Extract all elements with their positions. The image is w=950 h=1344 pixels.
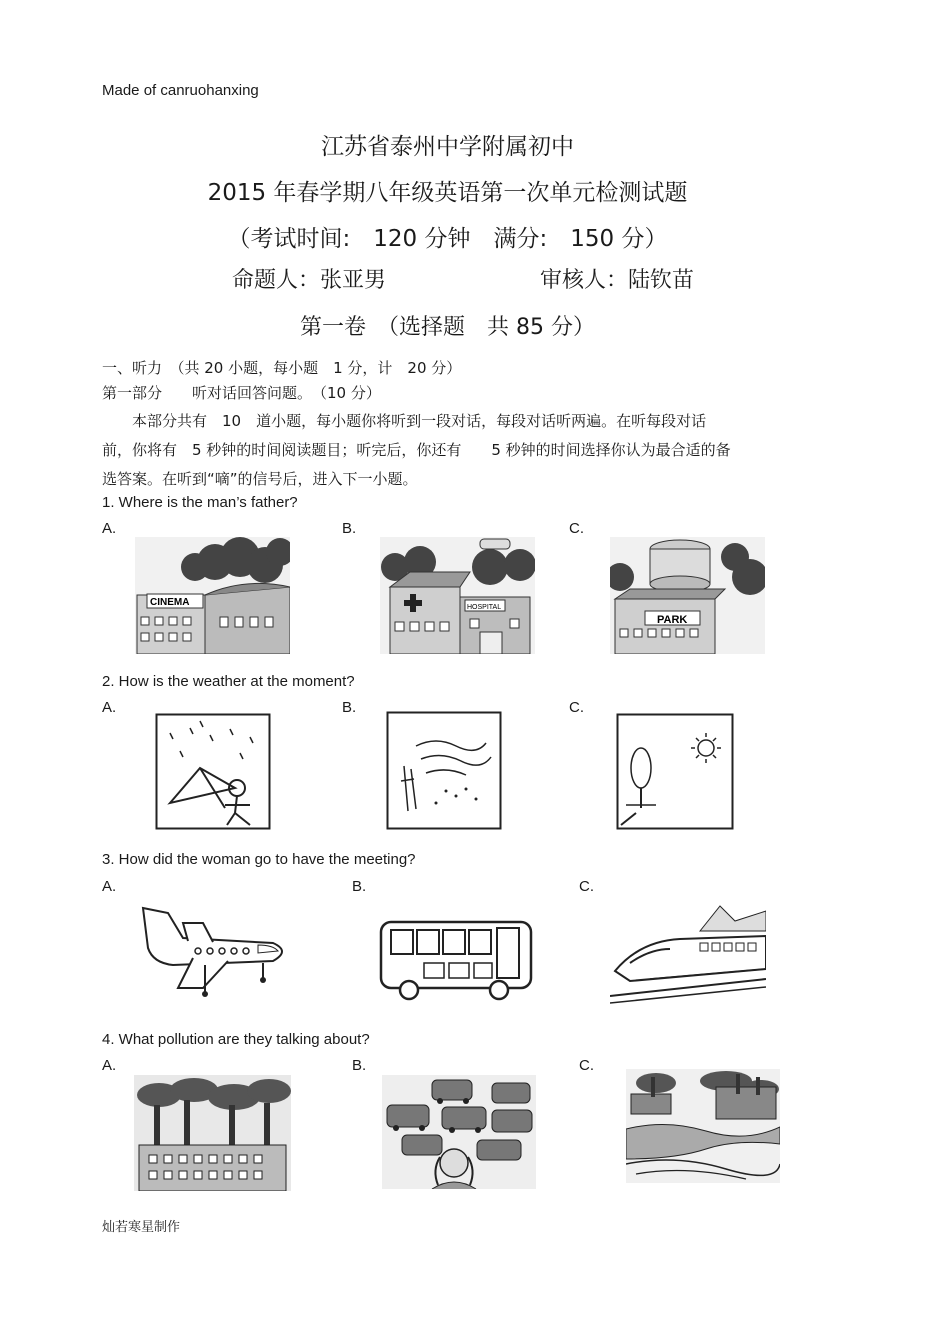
rainy-weather-picture xyxy=(155,713,271,830)
footer-note: 灿若寒星制作 xyxy=(102,1220,181,1235)
windy-weather-picture xyxy=(386,711,502,830)
question-2: 2. How is the weather at the moment? xyxy=(102,673,355,690)
q3-option-a[interactable]: A. xyxy=(102,878,117,895)
q1-option-c[interactable]: C. xyxy=(569,520,584,537)
time-score-line: （考试时间: 120 分钟 满分: 150 分） xyxy=(227,226,668,252)
q3-option-c[interactable]: C. xyxy=(579,878,594,895)
traffic-pollution-picture xyxy=(382,1075,536,1189)
q4-option-a[interactable]: A. xyxy=(102,1057,117,1074)
question-1: 1. Where is the man’s father? xyxy=(102,494,298,511)
part1-heading: 第一部分 听对话回答问题。 （10 分） xyxy=(102,384,381,402)
airplane-picture xyxy=(133,903,291,1000)
sunny-weather-picture xyxy=(616,713,734,830)
water-pollution-picture xyxy=(626,1069,780,1183)
reviewer-name: 审核人：陆钦苗 xyxy=(540,268,695,293)
bus-picture xyxy=(379,918,535,1002)
park-sign: PARK xyxy=(657,614,688,626)
section-heading: 一、听力 （共 20 小题，每小题 1 分，计 20 分） xyxy=(102,359,462,377)
question-4: 4. What pollution are they talking about? xyxy=(102,1031,370,1048)
q2-option-c[interactable]: C. xyxy=(569,699,584,716)
q3-option-b[interactable]: B. xyxy=(352,878,367,895)
instructions xyxy=(102,407,822,494)
instruction-line: 前，你将有 5 秒钟的时间阅读题目；听完后，你还有 5 秒钟的时间选择你认为最合适的备 xyxy=(102,441,731,459)
train-picture xyxy=(610,901,766,1007)
instruction-line: 本部分共有 10 道小题，每小题你将听到一段对话，每段对话听两遍。在听每段对话 xyxy=(102,412,707,430)
q2-option-b[interactable]: B. xyxy=(342,699,357,716)
hospital-picture xyxy=(380,537,535,654)
question-3: 3. How did the woman go to have the meeting? xyxy=(102,851,416,868)
volume-title: 第一卷 （选择题 共 85 分） xyxy=(300,315,595,340)
school-title: 江苏省泰州中学附属初中 xyxy=(321,134,574,160)
exam-title: 2015 年春学期八年级英语第一次单元检测试题 xyxy=(207,180,688,206)
q4-option-b[interactable]: B. xyxy=(352,1057,367,1074)
cinema-sign: CINEMA xyxy=(150,597,190,608)
park-picture xyxy=(610,537,765,654)
setter-name: 命题人：张亚男 xyxy=(232,268,387,293)
q1-option-a[interactable]: A. xyxy=(102,520,117,537)
hospital-sign: HOSPITAL xyxy=(467,604,502,611)
header-note: Made of canruohanxing xyxy=(102,82,259,99)
air-pollution-picture xyxy=(134,1075,291,1191)
q1-option-b[interactable]: B. xyxy=(342,520,357,537)
q2-option-a[interactable]: A. xyxy=(102,699,117,716)
q4-option-c[interactable]: C. xyxy=(579,1057,594,1074)
cinema-picture xyxy=(135,537,290,654)
instruction-line: 选答案。在听到“嘀”的信号后，进入下一小题。 xyxy=(102,470,418,488)
